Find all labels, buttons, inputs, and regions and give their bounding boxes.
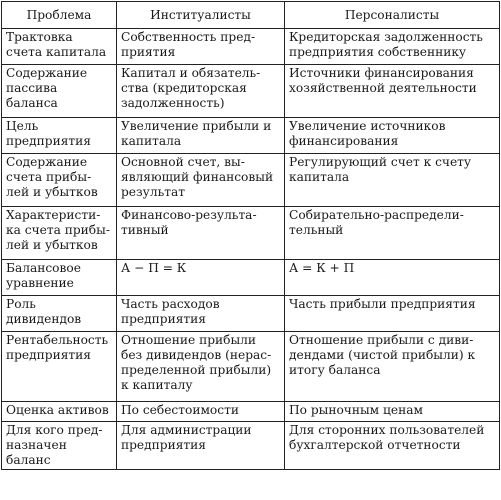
comparison-table — [1, 1, 500, 470]
problem-cell: Характеристи-ка счета прибы-лей и убытков — [2, 207, 117, 260]
personalists-cell: Источники финансирования хозяйственной деятельности — [285, 65, 500, 118]
table-row — [2, 402, 500, 422]
institutionalists-cell: Увеличение прибыли и капитала — [117, 118, 285, 154]
table-row — [2, 332, 500, 402]
table-row — [2, 29, 500, 65]
personalists-cell: Отношение прибыли с диви-дендами (чистой прибыли) к итогу баланса — [285, 332, 500, 402]
problem-cell: Содержание пассива баланса — [2, 65, 117, 118]
table-row — [2, 422, 500, 470]
personalists-cell: Для сторонних пользователей бухгалтерской отчетности — [285, 422, 500, 470]
institutionalists-cell: Часть расходов предприятия — [117, 296, 285, 332]
institutionalists-cell: Собственность пред-приятия — [117, 29, 285, 65]
table-body — [2, 29, 500, 470]
personalists-cell: Собирательно-распредели-тельный — [285, 207, 500, 260]
table-row — [2, 65, 500, 118]
institutionalists-cell: Для администрации предприятия — [117, 422, 285, 470]
problem-cell: Роль дивидендов — [2, 296, 117, 332]
header-institutionalists: Институалисты — [117, 2, 285, 29]
institutionalists-cell: Капитал и обязатель-ства (кредиторская задолженность) — [117, 65, 285, 118]
table-row — [2, 296, 500, 332]
institutionalists-cell: Основной счет, вы-являющий финансовый результат — [117, 154, 285, 207]
header-row — [2, 2, 500, 29]
personalists-cell: Часть прибыли предприятия — [285, 296, 500, 332]
problem-cell: Содержание счета прибы-лей и убытков — [2, 154, 117, 207]
personalists-cell: Увеличение источников финансирования — [285, 118, 500, 154]
problem-cell: Трактовка счета капитала — [2, 29, 117, 65]
problem-cell: Для кого пред-назначен баланс — [2, 422, 117, 470]
problem-cell: Цель предприятия — [2, 118, 117, 154]
table-header — [2, 2, 500, 29]
personalists-cell: По рыночным ценам — [285, 402, 500, 422]
table-row — [2, 207, 500, 260]
institutionalists-cell: А − П = К — [117, 260, 285, 296]
institutionalists-cell: Финансово-результа-тивный — [117, 207, 285, 260]
institutionalists-cell: По себестоимости — [117, 402, 285, 422]
institutionalists-cell: Отношение прибыли без дивидендов (нерас-пределенной прибыли) к капиталу — [117, 332, 285, 402]
problem-cell: Рентабельность предприятия — [2, 332, 117, 402]
problem-cell: Балансовое уравнение — [2, 260, 117, 296]
personalists-cell: Регулирующий счет к счету капитала — [285, 154, 500, 207]
header-problem: Проблема — [2, 2, 117, 29]
personalists-cell: Кредиторская задолженность предприятия собственнику — [285, 29, 500, 65]
problem-cell: Оценка активов — [2, 402, 117, 422]
table-row — [2, 118, 500, 154]
table-row — [2, 260, 500, 296]
table-row — [2, 154, 500, 207]
personalists-cell: А = К + П — [285, 260, 500, 296]
header-personalists: Персоналисты — [285, 2, 500, 29]
